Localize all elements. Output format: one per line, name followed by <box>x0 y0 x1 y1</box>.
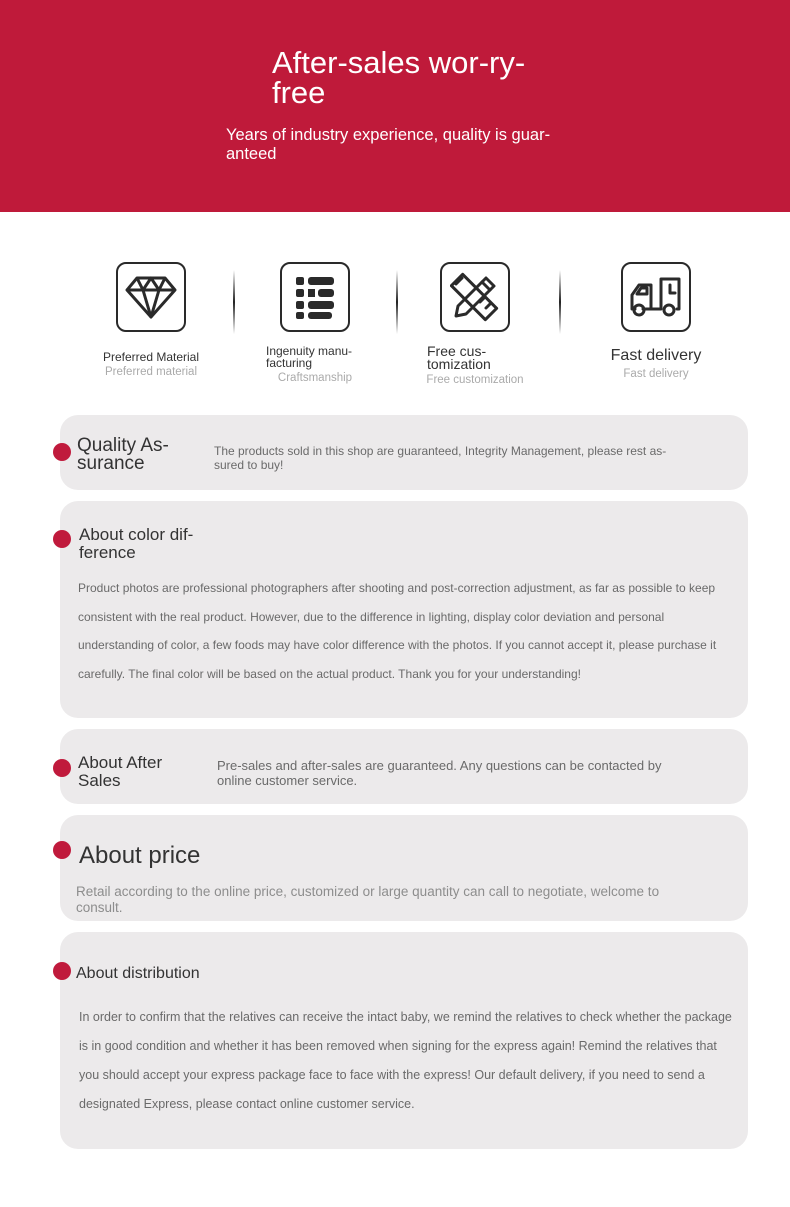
feature-sublabel: Craftsmanship <box>277 372 353 384</box>
bullet-dot <box>53 759 71 777</box>
ruler-pencil-icon <box>440 262 510 332</box>
feature-divider <box>396 270 398 334</box>
feature-preferred-material <box>76 262 226 379</box>
hero-title: After-sales wor-ry-free <box>272 45 526 110</box>
section-text: Product photos are professional photographers after shooting and post-correction adjustment, as far as possible to keep consistent with the real product. However, due to the difference in lighting, display color deviation and personal understanding of color, a few foods may have color difference with the photos. If you cannot accept it, please purchase it carefully. The final color will be based on the actual product. Thank you for your understanding! <box>78 581 717 682</box>
bullet-dot <box>53 962 71 980</box>
hero-banner <box>0 0 790 212</box>
bullet-dot <box>53 443 71 461</box>
section-title: About color dif-ference <box>79 525 194 562</box>
feature-free-customization <box>400 262 550 387</box>
feature-sublabel: Free customization <box>426 374 524 386</box>
section-title: About After Sales <box>78 753 163 790</box>
section-title: Quality As-surance <box>77 435 169 474</box>
bullet-dot <box>53 841 71 859</box>
section-text: Retail according to the online price, customized or large quantity can call to negotiate, welcome to consult. <box>76 884 660 915</box>
section-text: Pre-sales and after-sales are guaranteed. Any questions can be contacted by online customer service. <box>217 758 662 788</box>
section-text: The products sold in this shop are guaranteed, Integrity Management, please rest as-sured to buy! <box>214 444 667 472</box>
section-text: In order to confirm that the relatives can receive the intact baby, we remind the relatives to check whether the package is in good condition and whether it has been removed when signing for the express again! Remind the relatives that you should accept your express package face to face with the express! Our default delivery, if you need to send a designated Express, please contact online customer service. <box>79 1010 732 1111</box>
feature-ingenuity-manufacturing <box>240 262 390 385</box>
feature-label: Fast delivery <box>610 347 702 364</box>
feature-sublabel: Fast delivery <box>623 368 689 380</box>
craftsmanship-icon <box>280 262 350 332</box>
diamond-icon <box>116 262 186 332</box>
feature-label: Preferred Material <box>102 350 200 364</box>
bullet-dot <box>53 530 71 548</box>
section-title: About price <box>79 842 201 869</box>
feature-fast-delivery <box>581 262 731 381</box>
feature-divider <box>233 270 235 334</box>
feature-label: Free cus-tomization <box>427 343 491 372</box>
feature-label: Ingenuity manu-facturing <box>266 344 353 370</box>
delivery-truck-icon <box>621 262 691 332</box>
feature-sublabel: Preferred material <box>104 366 198 378</box>
feature-divider <box>559 270 561 334</box>
section-title: About distribution <box>76 965 200 982</box>
hero-subtitle: Years of industry experience, quality is guar-anteed <box>226 126 551 163</box>
